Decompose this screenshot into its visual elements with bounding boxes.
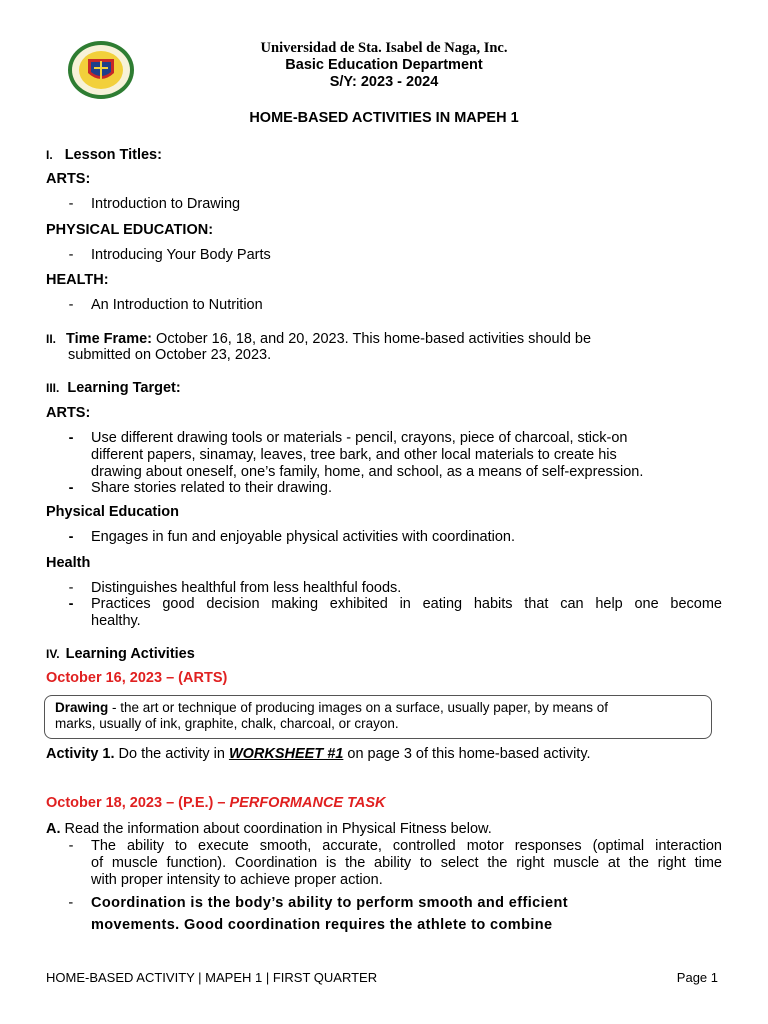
coordination-line: of muscle function). Coordination is the ability to select the right muscle at the right time [91,855,722,871]
performance-task-label: PERFORMANCE TASK [229,795,386,811]
section-numeral: II. [46,332,57,346]
arts-lesson-title: Introduction to Drawing [91,196,241,212]
activity-text: on page 3 of this home-based activity. [343,746,591,762]
time-frame-text: October 16, 18, and 20, 2023. This home-based activities should be [152,331,592,347]
section-numeral: IV. [46,647,60,661]
activity-text: Do the activity in [114,746,229,762]
target-line: drawing about oneself, one’s family, home, and school, as a means of self-expression. [91,464,644,480]
target-line: different papers, sinamay, leaves, tree bark, and other local materials to create his [91,447,617,463]
pe-activity-date [46,795,386,812]
definition-text-cont: marks, usually of ink, graphite, chalk, charcoal, or crayon. [55,716,399,731]
health-label: HEALTH: [46,272,109,288]
section-learning-activities [46,646,195,663]
section-heading: Learning Target: [67,380,181,396]
section-lesson-titles [46,147,162,164]
department-name: Basic Education Department [285,57,483,73]
item-letter: A. [46,821,61,837]
arts-target-label: ARTS: [46,405,91,421]
coordination-line: The ability to execute smooth, accurate, controlled motor responses (optimal interaction [91,838,722,854]
time-frame-label: Time Frame: [66,331,153,347]
arts-label: ARTS: [46,171,91,187]
arts-activity-date: October 16, 2023 – (ARTS) [46,670,228,686]
activity-label: Activity 1. [46,746,115,762]
activity-1-instruction [46,746,591,763]
definition-term: Drawing [55,700,109,715]
footer-left: HOME-BASED ACTIVITY | MAPEH 1 | FIRST QUARTER [46,970,378,985]
definition-box [44,695,712,739]
health-lesson-title: An Introduction to Nutrition [91,297,263,313]
worksheet-reference: WORKSHEET #1 [228,746,344,762]
school-name: Universidad de Sta. Isabel de Naga, Inc. [260,40,508,56]
health-target: Distinguishes healthful from less healthful foods. [91,580,402,596]
pe-label: PHYSICAL EDUCATION: [46,222,214,238]
health-target-label: Health [46,555,91,571]
target-line: Share stories related to their drawing. [91,480,332,496]
instruction-a [46,821,492,838]
definition-text: - the art or technique of producing images on a surface, usually paper, by means of [108,700,609,715]
section-numeral: III. [46,381,60,395]
coordination-line: with proper intensity to achieve proper action. [91,872,383,888]
pe-target-label: Physical Education [46,504,179,520]
instruction-text: Read the information about coordination in Physical Fitness below. [60,821,492,837]
section-time-frame [46,331,591,348]
coordination-bold-line: movements. Good coordination requires the athlete to combine [91,917,553,933]
coordination-bold-line: Coordination is the body’s ability to perform smooth and efficient [91,895,568,911]
section-learning-target [46,380,181,397]
health-target-line: Practices good decision making exhibited in eating habits that can help one become [91,596,722,612]
school-year: S/Y: 2023 - 2024 [329,74,439,90]
section-heading: Learning Activities [65,646,195,662]
pe-lesson-title: Introducing Your Body Parts [91,247,271,263]
pe-date: October 18, 2023 – (P.E.) – [46,795,230,811]
time-frame-text-cont: submitted on October 23, 2023. [68,347,272,363]
target-line: Use different drawing tools or materials - pencil, crayons, piece of charcoal, stick-on [91,430,628,446]
pe-target: Engages in fun and enjoyable physical activities with coordination. [91,529,515,545]
section-numeral: I. [46,148,53,162]
page-number: Page 1 [676,970,718,985]
page-title: HOME-BASED ACTIVITIES IN MAPEH 1 [249,110,519,126]
health-target-line: healthy. [91,613,141,629]
section-heading: Lesson Titles: [64,147,162,163]
